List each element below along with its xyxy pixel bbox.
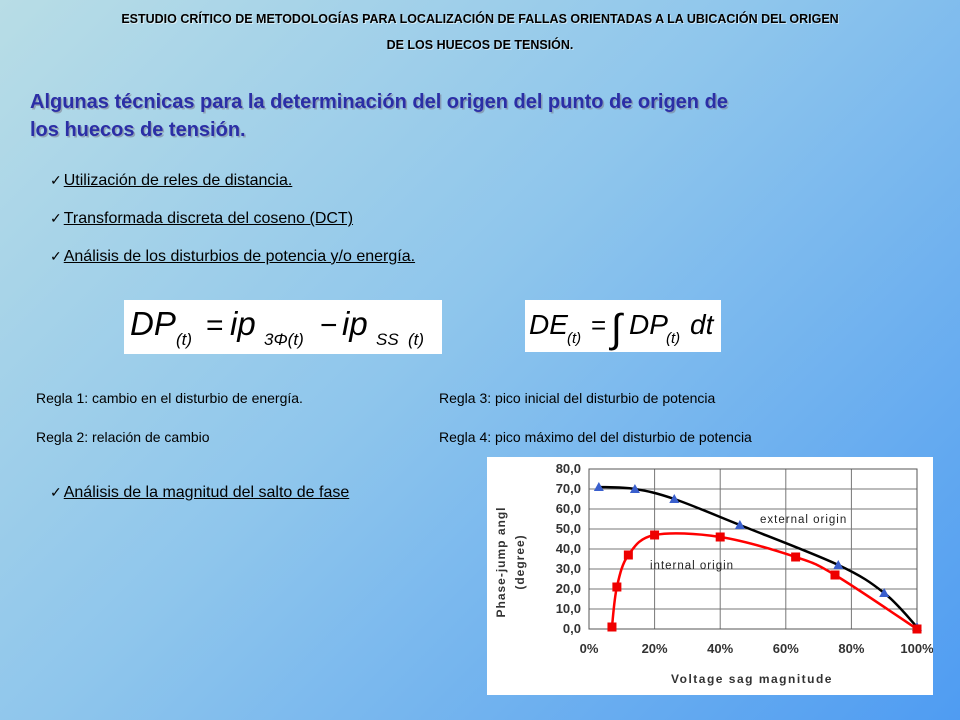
y-tick-label: 50,0: [555, 521, 581, 536]
bullet-text: Utilización de reles de distancia.: [63, 172, 293, 189]
marker-internal-origin: [831, 571, 840, 580]
bullet-text: Análisis de los disturbios de potencia y/o energía.: [63, 248, 416, 265]
phase-jump-chart: [487, 457, 933, 695]
y-tick-label: 30,0: [555, 561, 581, 576]
y-tick-label: 20,0: [555, 581, 581, 596]
chart-y-label: Phase-jump angl: [494, 506, 508, 618]
eq2-equals: =: [591, 310, 607, 340]
bullet-distance-relays: [50, 172, 292, 190]
x-tick-label: 40%: [707, 641, 734, 656]
x-tick-label: 60%: [772, 641, 799, 656]
legend-internal-origin: internal origin: [650, 560, 735, 572]
checkmark-icon: ✓: [50, 210, 62, 226]
x-tick-label: 80%: [838, 641, 865, 656]
x-tick-label: 0%: [579, 641, 599, 656]
rule-2: Regla 2: relación de cambio: [36, 429, 210, 445]
eq1-lhs: DP: [130, 305, 176, 342]
y-tick-label: 80,0: [555, 461, 581, 476]
bullet-text: Transformada discreta del coseno (DCT): [63, 210, 354, 227]
equation-de-svg: [525, 300, 721, 352]
x-tick-label: 20%: [641, 641, 668, 656]
marker-internal-origin: [650, 531, 659, 540]
bullet-power-disturbance: [50, 248, 415, 266]
chart-x-label: Voltage sag magnitude: [671, 672, 833, 686]
marker-internal-origin: [716, 533, 725, 542]
equation-dp-svg: [124, 300, 442, 354]
eq1-equals: =: [206, 309, 224, 342]
checkmark-icon: ✓: [50, 172, 62, 188]
header-line-2: DE LOS HUECOS DE TENSIÓN.: [386, 38, 574, 52]
marker-internal-origin: [791, 553, 800, 562]
eq1-term1-sub: 3Φ(t): [264, 330, 304, 349]
bullet-dct: [50, 210, 353, 228]
checkmark-icon: ✓: [50, 248, 62, 264]
equation-dp: [124, 300, 442, 354]
y-tick-label: 60,0: [555, 501, 581, 516]
chart-series-lines: [599, 487, 917, 629]
eq2-body-sub: (t): [666, 330, 681, 347]
subtitle-line-2: los huecos de tensión.: [30, 119, 246, 141]
eq1-term2: ip: [342, 305, 368, 342]
chart-y-label-units: (degree): [513, 534, 527, 590]
marker-internal-origin: [624, 551, 633, 560]
marker-internal-origin: [607, 623, 616, 632]
y-tick-label: 40,0: [555, 541, 581, 556]
marker-internal-origin: [913, 625, 922, 634]
eq2-lhs: DE: [529, 309, 568, 340]
bullet-phase-jump: [50, 484, 349, 502]
rule-4: Regla 4: pico máximo del del disturbio de potencia: [439, 429, 752, 445]
eq1-minus: −: [320, 309, 338, 342]
chart-y-ticks: [556, 461, 581, 636]
equation-de: [525, 300, 721, 352]
eq1-term1: ip: [230, 305, 256, 342]
legend-external-origin: external origin: [760, 514, 848, 526]
eq1-term2-sub2: (t): [408, 330, 425, 349]
chart-markers: [594, 482, 922, 634]
series-line-external-origin: [599, 487, 917, 627]
eq1-lhs-sub: (t): [176, 330, 193, 349]
eq2-dt: dt: [690, 309, 714, 340]
phase-jump-chart-svg: [487, 457, 933, 695]
bullet-text: Análisis de la magnitud del salto de fase: [63, 484, 350, 501]
checkmark-icon: ✓: [50, 484, 62, 500]
chart-x-ticks: [580, 641, 933, 656]
eq2-integral: ∫: [611, 307, 622, 351]
y-tick-label: 70,0: [555, 481, 581, 496]
marker-internal-origin: [612, 583, 621, 592]
slide-subtitle: [30, 88, 910, 144]
y-tick-label: 10,0: [555, 601, 581, 616]
eq2-lhs-sub: (t): [567, 330, 582, 347]
subtitle-line-1: Algunas técnicas para la determinación del origen del punto de origen de: [30, 91, 728, 113]
header-line-1: ESTUDIO CRÍTICO DE METODOLOGÍAS PARA LOCALIZACIÓN DE FALLAS ORIENTADAS A LA UBICACIÓN DEL ORIGEN: [121, 12, 839, 26]
rule-1: Regla 1: cambio en el disturbio de energía.: [36, 390, 303, 406]
eq2-body: DP: [629, 309, 668, 340]
slide-header: [0, 6, 960, 58]
series-line-internal-origin: [612, 533, 917, 629]
y-tick-label: 0,0: [562, 621, 581, 636]
rule-3: Regla 3: pico inicial del disturbio de potencia: [439, 390, 716, 406]
x-tick-label: 100%: [900, 641, 933, 656]
eq1-term2-sub: SS: [376, 330, 399, 349]
